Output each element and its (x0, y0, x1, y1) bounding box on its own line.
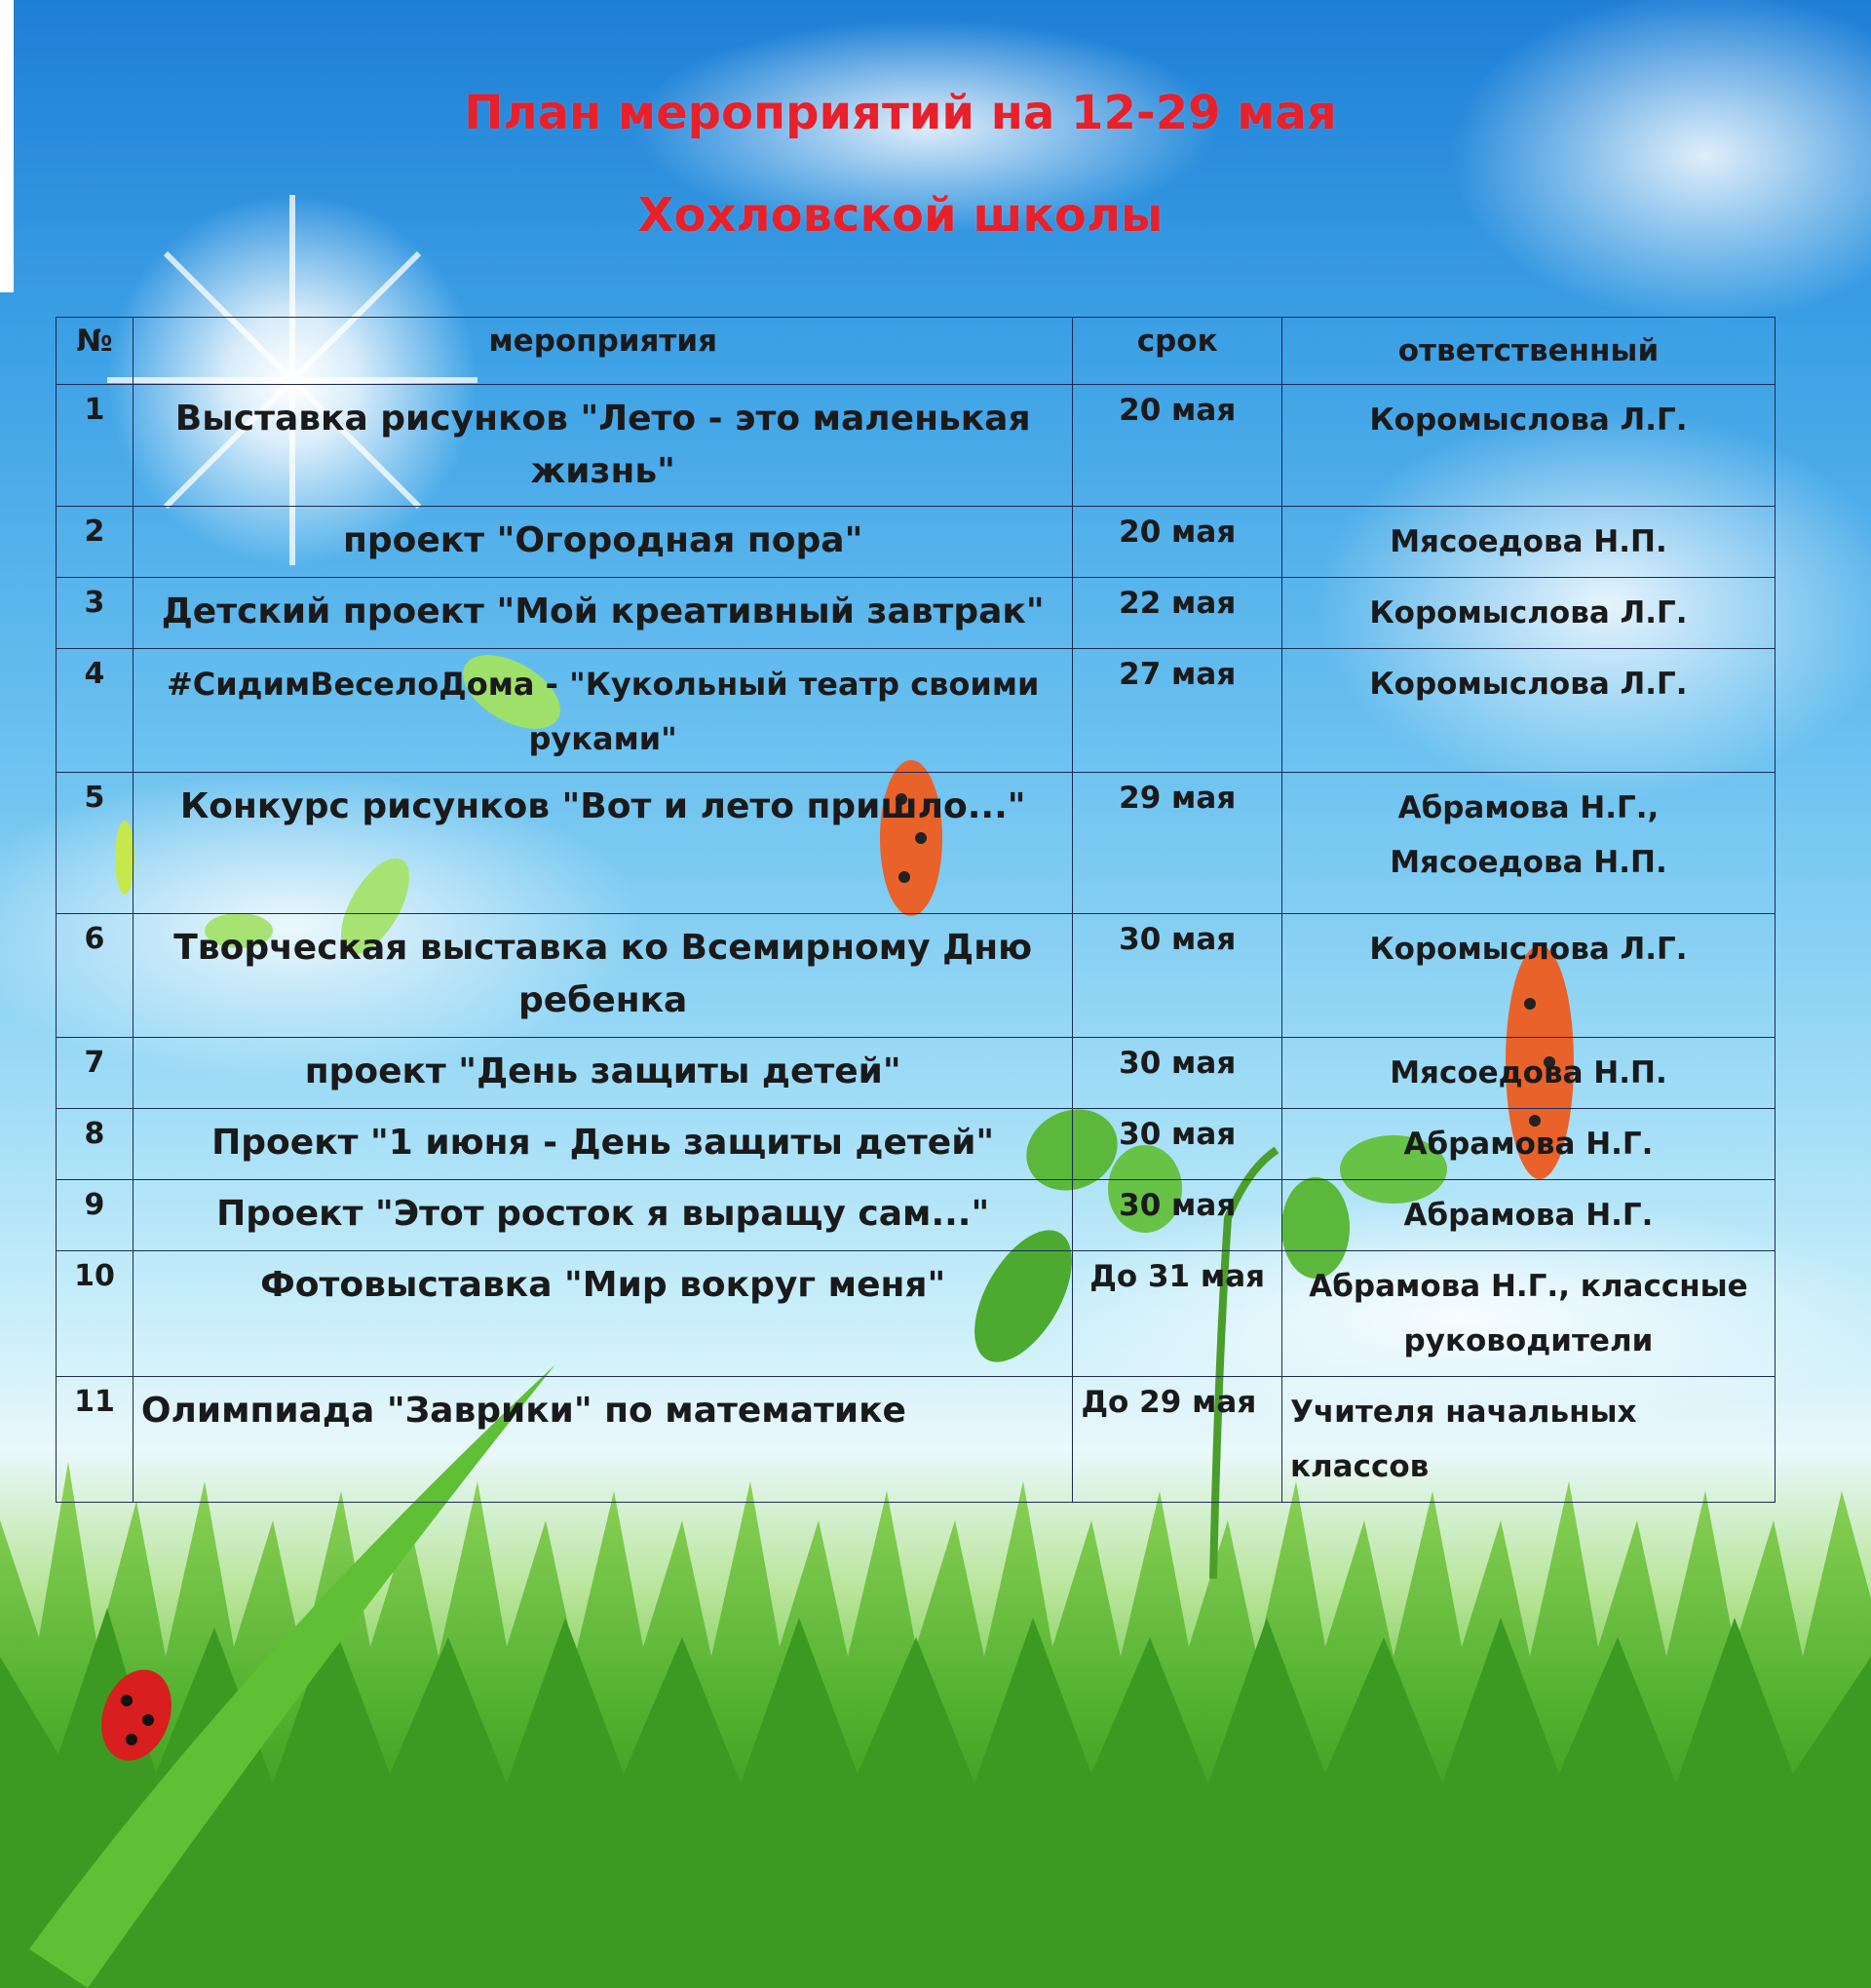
row-number: 9 (57, 1180, 134, 1251)
row-number: 6 (57, 914, 134, 1038)
event-date: 27 мая (1073, 649, 1282, 773)
event-responsible (1281, 773, 1775, 914)
table-row (57, 1109, 1776, 1180)
table-row (57, 914, 1776, 1038)
row-number: 4 (57, 649, 134, 773)
event-responsible: Коромыслова Л.Г. (1281, 649, 1775, 773)
event-name: Проект "1 июня - День защиты детей" (133, 1109, 1073, 1180)
event-name: Олимпиада "Заврики" по математике (133, 1377, 1073, 1503)
row-number: 7 (57, 1038, 134, 1109)
row-number: 3 (57, 578, 134, 649)
event-responsible: Абрамова Н.Г., классные руководители (1281, 1251, 1775, 1377)
event-date: 20 мая (1073, 507, 1282, 578)
row-number: 11 (57, 1377, 134, 1503)
cloud-shape (1452, 0, 1871, 322)
row-number: 1 (57, 385, 134, 507)
column-header-number: № (57, 318, 134, 385)
responsible-line: Мясоедова Н.П. (1390, 845, 1667, 880)
event-responsible: Абрамова Н.Г. (1281, 1109, 1775, 1180)
event-responsible: Коромыслова Л.Г. (1281, 578, 1775, 649)
table-row (57, 507, 1776, 578)
event-responsible: Мясоедова Н.П. (1281, 507, 1775, 578)
page-title: План мероприятий на 12-29 мая (464, 86, 1337, 140)
event-date: 30 мая (1073, 1109, 1282, 1180)
event-date: До 29 мая (1073, 1377, 1282, 1503)
column-header-events: мероприятия (133, 318, 1073, 385)
events-table (56, 317, 1776, 1503)
table-row (57, 1377, 1776, 1503)
event-name: Выставка рисунков "Лето - это маленькая жизнь" (133, 385, 1073, 507)
event-date: До 31 мая (1073, 1251, 1282, 1377)
table-row (57, 773, 1776, 914)
event-responsible: Мясоедова Н.П. (1281, 1038, 1775, 1109)
table-header-row (57, 318, 1776, 385)
table-row (57, 1038, 1776, 1109)
column-header-date: срок (1073, 318, 1282, 385)
row-number: 2 (57, 507, 134, 578)
event-date: 22 мая (1073, 578, 1282, 649)
event-date: 30 мая (1073, 1038, 1282, 1109)
page-subtitle: Хохловской школы (637, 188, 1164, 243)
table-row (57, 385, 1776, 507)
table-row (57, 1180, 1776, 1251)
event-date: 30 мая (1073, 914, 1282, 1038)
page-frame (0, 0, 14, 292)
event-date: 30 мая (1073, 1180, 1282, 1251)
responsible-line: Абрамова Н.Г., (1397, 790, 1660, 825)
event-responsible: Абрамова Н.Г. (1281, 1180, 1775, 1251)
event-name: Детский проект "Мой креативный завтрак" (133, 578, 1073, 649)
event-name: Творческая выставка ко Всемирному Дню ребенка (133, 914, 1073, 1038)
event-date: 29 мая (1073, 773, 1282, 914)
row-number: 8 (57, 1109, 134, 1180)
table-row (57, 578, 1776, 649)
event-name: Фотовыставка "Мир вокруг меня" (133, 1251, 1073, 1377)
event-responsible: Коромыслова Л.Г. (1281, 914, 1775, 1038)
event-name: Проект "Этот росток я выращу сам..." (133, 1180, 1073, 1251)
event-name: #СидимВеселоДома - "Кукольный театр своими руками" (133, 649, 1073, 773)
event-name: Конкурс рисунков "Вот и лето пришло..." (133, 773, 1073, 914)
table-row (57, 1251, 1776, 1377)
row-number: 10 (57, 1251, 134, 1377)
grass-icon (0, 1462, 1871, 1988)
event-name: проект "Огородная пора" (133, 507, 1073, 578)
event-responsible: Учителя начальных классов (1281, 1377, 1775, 1503)
table-row (57, 649, 1776, 773)
row-number: 5 (57, 773, 134, 914)
event-name: проект "День защиты детей" (133, 1038, 1073, 1109)
event-date: 20 мая (1073, 385, 1282, 507)
event-responsible: Коромыслова Л.Г. (1281, 385, 1775, 507)
column-header-responsible: ответственный (1281, 318, 1775, 385)
